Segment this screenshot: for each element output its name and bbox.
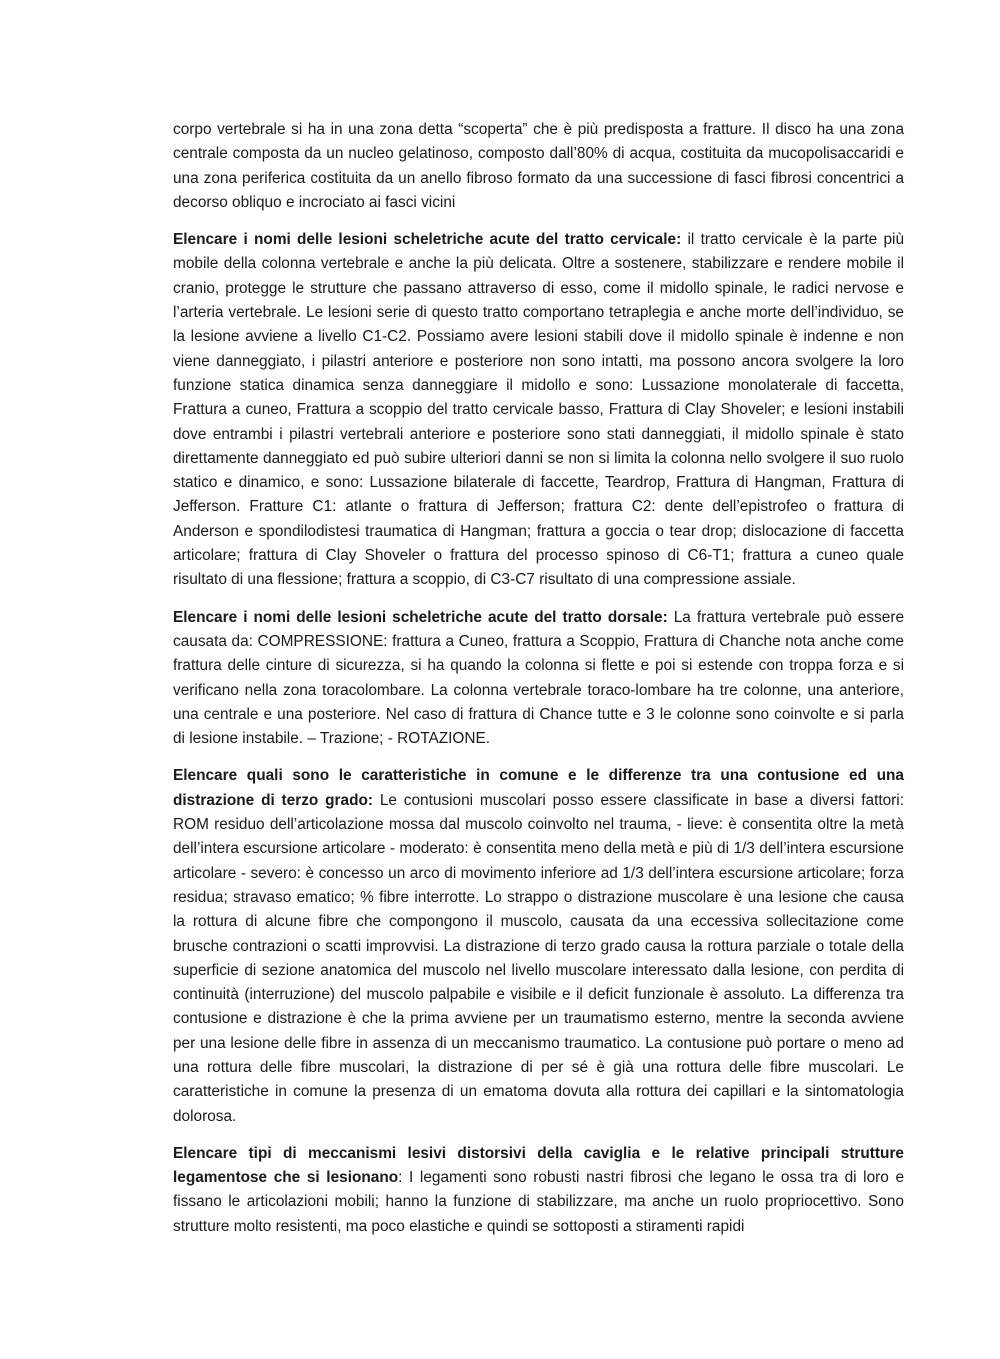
paragraph-heading: Elencare i nomi delle lesioni scheletriche acute del tratto cervicale: <box>173 231 682 249</box>
paragraph-disc-structure <box>173 118 904 215</box>
document-page <box>173 118 904 1252</box>
paragraph-body: : I legamenti sono robusti nastri fibrosi che legano le ossa tra di loro e fissano le articolazioni mobili; hanno la funzione di stabilizzare, ma anche un ruolo propriocettivo. Sono strutture molto resistenti, ma poco elastiche e quindi se sottoposti a stiramenti rapidi <box>173 1169 905 1235</box>
paragraph-contusion-vs-distraction <box>173 764 904 1128</box>
paragraph-heading: Elencare i nomi delle lesioni scheletriche acute del tratto dorsale: <box>173 608 668 626</box>
paragraph-heading: Elencare tipi di meccanismi lesivi distorsivi della caviglia e le relative principali strutture legamentose che si lesionano <box>173 1144 904 1187</box>
paragraph-body: corpo vertebrale si ha in una zona detta “scoperta” che è più predisposta a fratture. Il disco ha una zona centrale composta da un nucleo gelatinoso, composto dall’80% di acqua, costituita da mucopolisaccaridi e una zona periferica costituita da un anello fibroso formato da una successione di fasci fibrosi concentrici a decorso obliquo e incrociato ai fasci vicini <box>173 121 904 211</box>
paragraph-body: La frattura vertebrale può essere causata da: COMPRESSIONE: frattura a Cuneo, frattura a Scoppio, Frattura di Chanche nota anche come frattura delle cinture di sicurezza, si ha quando la colonna si flette e poi si estende con troppa forza e si verificano nella zona toracolombare. La colonna vertebrale toraco-lombare ha tre colonne, una anteriore, una centrale e una posteriore. Nel caso di frattura di Chance tutte e 3 le colonne sono coinvolte e si parla di lesione instabile. – Trazione; - ROTAZIONE. <box>173 608 904 748</box>
paragraph-heading: Elencare quali sono le caratteristiche in comune e le differenze tra una contusione ed una distrazione di terzo grado: <box>173 767 904 809</box>
paragraph-dorsal-lesions <box>173 606 904 752</box>
paragraph-ankle-sprain <box>173 1142 904 1239</box>
paragraph-cervical-lesions <box>173 228 904 592</box>
paragraph-body: il tratto cervicale è la parte più mobile della colonna vertebrale e anche la più delicata. Oltre a sostenere, stabilizzare e rendere mobile il cranio, protegge le strutture che passano attraverso di esso, come il midollo spinale, le radici nervose e l’arteria vertebrale. Le lesioni serie di questo tratto comportano tetraplegia e anche morte dell’individuo, se la lesione avviene a livello C1-C2. Possiamo avere lesioni stabili dove il midollo spinale è indenne e non viene danneggiato, i pilastri anteriore e posteriore non sono intatti, ma possono ancora svolgere la loro funzione statica dinamica senza danneggiare il midollo e sono: Lussazione monolaterale di faccetta, Frattura a cuneo, Frattura a scoppio del tratto cervicale basso, Frattura di Clay Shoveler; e lesioni instabili dove entrambi i pilastri vertebrali anteriore e posteriore sono stati danneggiati, il midollo spinale è stato direttamente danneggiato ed può subire ulteriori danni se non si limita la colonna nello svolgere il suo ruolo statico e dinamico, e sono: Lussazione bilaterale di faccette, Teardrop, Frattura di Hangman, Frattura di Jefferson. Fratture C1: atlante o frattura di Jefferson; frattura C2: dente dell’epistrofeo o frattura di Anderson e spondilodistesi traumatica di Hangman; frattura a goccia o tear drop; dislocazione di faccetta articolare; frattura di Clay Shoveler o frattura del processo spinoso di C6-T1; frattura a cuneo quale risultato di una flessione; frattura a scoppio, di C3-C7 risultato di una compressione assiale. <box>173 231 905 589</box>
paragraph-body: Le contusioni muscolari posso essere classificate in base a diversi fattori: ROM residuo dell’articolazione mossa dal muscolo coinvolto nel trauma, - lieve: è consentita oltre la metà dell’intera escursione articolare - moderato: è consentita meno della metà e più di 1/3 dell’intera escursione articolare - severo: è concesso un arco di movimento inferiore ad 1/3 dell’intera escursione articolare; forza residua; stravaso ematico; % fibre interrotte. Lo strappo o distrazione muscolare è una lesione che causa la rottura di alcune fibre che compongono il muscolo, causata da una eccessiva sollecitazione come brusche contrazioni o scatti improvvisi. La distrazione di terzo grado causa la rottura parziale o totale della superficie di sezione anatomica del muscolo nel livello muscolare interessato dalla lesione, con perdita di continuità (interruzione) del muscolo palpabile e visibile e il deficit funzionale è assoluto. La differenza tra contusione e distrazione è che la prima avviene per un traumatismo esterno, mentre la seconda avviene per una lesione delle fibre in assenza di un meccanismo traumatico. La contusione può portare o meno ad una rottura delle fibre muscolari, la distrazione di per sé è già una rottura delle fibre muscolari. Le caratteristiche in comune la presenza di un ematoma dovuta alla rottura dei capillari e la sintomatologia dolorosa. <box>173 791 904 1125</box>
